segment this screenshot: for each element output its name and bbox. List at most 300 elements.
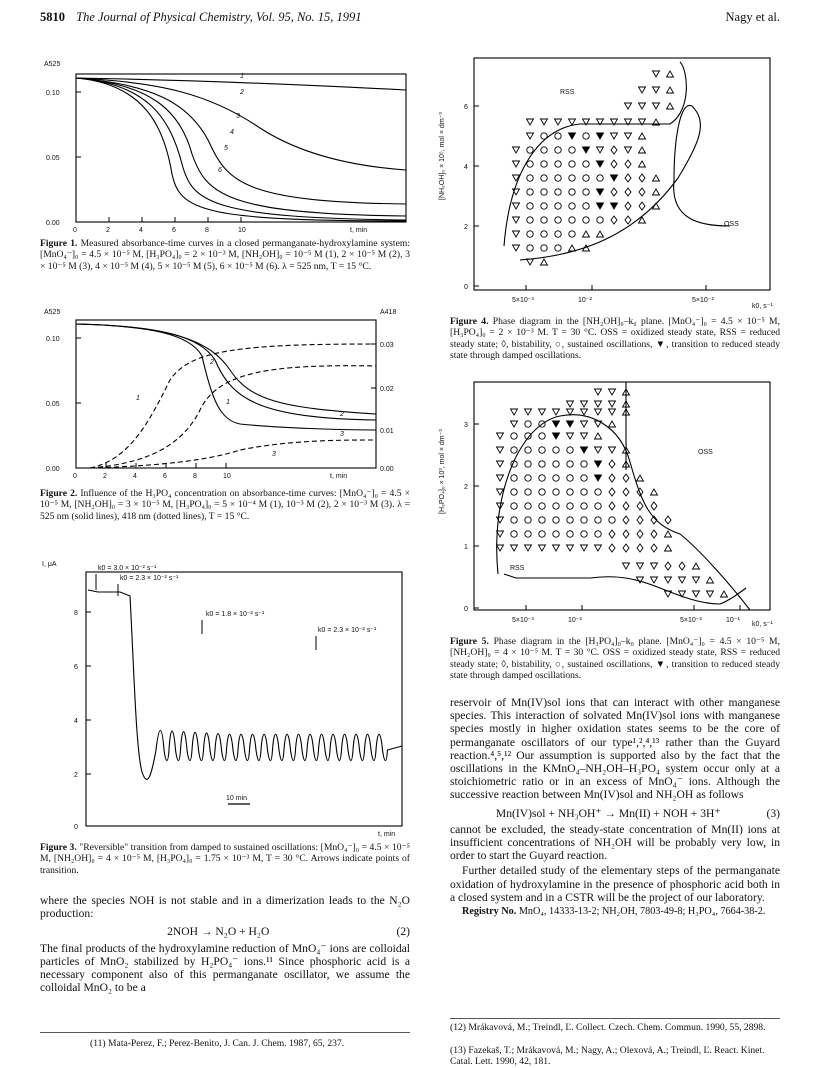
fig4-oscillation-symbol bbox=[583, 133, 589, 139]
fig5-oscillation-symbol bbox=[511, 531, 517, 537]
figure-3-plot bbox=[40, 550, 410, 838]
fig5-bistability-symbol bbox=[609, 502, 615, 510]
journal-title: The Journal of Physical Chemistry, Vol. 95, No. 15, 1991 bbox=[76, 10, 362, 24]
fig5-oscillation-symbol bbox=[539, 447, 545, 453]
fig5-oscillation-symbol bbox=[553, 461, 559, 467]
fig2-x-tick-label: 0 bbox=[73, 473, 77, 480]
fig5-bistability-symbol bbox=[637, 544, 643, 552]
fig5-rss-symbol bbox=[553, 409, 560, 415]
fig5-oss-symbol bbox=[595, 433, 602, 439]
figure-4-caption bbox=[450, 316, 780, 362]
fig5-damped-symbol bbox=[553, 421, 560, 427]
fig5-damped-symbol bbox=[595, 475, 602, 481]
fig1-curve bbox=[76, 78, 406, 220]
fig5-rss-symbol bbox=[567, 409, 574, 415]
fig4-oscillation-symbol bbox=[541, 175, 547, 181]
fig5-bistability-symbol bbox=[665, 562, 671, 570]
fig3-x-title: t, min bbox=[378, 831, 396, 838]
fig4-x-tick-label: 10⁻² bbox=[578, 297, 592, 304]
fig4-bistability-symbol bbox=[625, 202, 631, 210]
fig5-oscillation-symbol bbox=[511, 517, 517, 523]
fig5-rss-symbol bbox=[511, 545, 518, 551]
fig5-rss-symbol bbox=[511, 421, 518, 427]
fig5-oscillation-symbol bbox=[511, 447, 517, 453]
fig5-bistability-symbol bbox=[623, 502, 629, 510]
fig5-rss-symbol bbox=[595, 389, 602, 395]
fig3-scale-label: 10 min bbox=[226, 795, 248, 802]
fig5-rss-symbol bbox=[497, 545, 504, 551]
fig4-oss-symbol bbox=[667, 103, 674, 109]
fig4-rss-symbol bbox=[541, 119, 548, 125]
fig5-oscillation-symbol bbox=[581, 517, 587, 523]
fig4-rss-symbol bbox=[569, 119, 576, 125]
fig4-oss-symbol bbox=[639, 133, 646, 139]
fig4-bistability-symbol bbox=[639, 202, 645, 210]
fig1-x-tick-label: 0 bbox=[73, 227, 77, 234]
fig4-bistability-symbol bbox=[625, 174, 631, 182]
fig3-annotation: k0 = 2.3 × 10⁻² s⁻¹ bbox=[120, 575, 179, 582]
fig3-y-tick-label: 0 bbox=[74, 824, 78, 831]
fig2-y-title-right: A418 bbox=[380, 309, 397, 316]
fig5-oscillation-symbol bbox=[581, 489, 587, 495]
fig5-rss-symbol bbox=[539, 409, 546, 415]
fig5-oscillation-symbol bbox=[511, 503, 517, 509]
fig3-y-title: I, μA bbox=[42, 561, 57, 568]
fig5-oss-symbol bbox=[665, 531, 672, 537]
fig5-rss-symbol bbox=[525, 545, 532, 551]
fig4-oscillation-symbol bbox=[555, 245, 561, 251]
fig2-x-tick-label: 8 bbox=[193, 473, 197, 480]
fig4-oscillation-symbol bbox=[555, 217, 561, 223]
fig1-curve-label: 6 bbox=[218, 167, 222, 174]
fig3-annotation: k0 = 1.8 × 10⁻² s⁻¹ bbox=[206, 611, 265, 618]
fig1-curve bbox=[76, 78, 406, 204]
fig5-rss-symbol bbox=[581, 421, 588, 427]
right-para-1: reservoir of Mn(IV)sol ions that can interact with other manganese species. This interaction of solvated Mn(IV)sol ions with manganese species mostly in higher oxidation states seems to be the core of permanganate oscillators of our type¹,²,⁴,¹³ rather than the Guyard reaction.⁴,⁵,¹² Our assumption is supported also by the fact that the oscillations in the KMnO₄–NH₂OH–H₃PO₄ system occur only at a stoichiometric ratio or in an excess of MnO₄⁻ ions. Although the successive reaction between Mn(IV)sol and NH₂OH as follows bbox=[450, 696, 780, 802]
fig4-bistability-symbol bbox=[639, 188, 645, 196]
footnote-rule-right bbox=[450, 1018, 780, 1019]
fig5-rss-symbol bbox=[497, 447, 504, 453]
fig4-bistability-symbol bbox=[611, 160, 617, 168]
fig4-caption-label: Figure 4. bbox=[450, 316, 489, 327]
fig3-y-tick-label: 8 bbox=[74, 610, 78, 617]
fig5-region-oss: OSS bbox=[698, 449, 713, 456]
fig4-oscillation-symbol bbox=[555, 189, 561, 195]
fig1-curve-label: 3 bbox=[236, 113, 240, 120]
fig5-oscillation-symbol bbox=[553, 489, 559, 495]
fig4-bistability-symbol bbox=[625, 160, 631, 168]
figure-2 bbox=[40, 300, 410, 482]
fig4-oscillation-symbol bbox=[555, 175, 561, 181]
fig4-rss-symbol bbox=[625, 103, 632, 109]
fig5-oscillation-symbol bbox=[539, 475, 545, 481]
fig4-rss-symbol bbox=[653, 87, 660, 93]
fig5-oscillation-symbol bbox=[553, 447, 559, 453]
fig5-rss-symbol bbox=[637, 563, 644, 569]
fig5-oscillation-symbol bbox=[539, 531, 545, 537]
fig5-bistability-symbol bbox=[609, 460, 615, 468]
fig4-y-title: [NH₂OH]₀ × 10⁵, mol × dm⁻³ bbox=[439, 112, 446, 200]
fig4-oscillation-symbol bbox=[569, 161, 575, 167]
fig1-curve bbox=[76, 78, 406, 221]
fig1-y-title: A525 bbox=[44, 61, 61, 68]
fig5-rss-symbol bbox=[595, 409, 602, 415]
fig2-curve-label: 3 bbox=[272, 451, 276, 458]
fig5-x-title: k0, s⁻¹ bbox=[752, 621, 773, 628]
fig5-oscillation-symbol bbox=[567, 489, 573, 495]
fig5-oscillation-symbol bbox=[581, 461, 587, 467]
fig5-bistability-symbol bbox=[623, 516, 629, 524]
fig2-curve-label: 3 bbox=[340, 431, 344, 438]
fig5-x-tick-label: 5×10⁻³ bbox=[512, 617, 534, 624]
fig5-rss-symbol bbox=[595, 401, 602, 407]
fig4-oss-symbol bbox=[653, 189, 660, 195]
fig5-bistability-symbol bbox=[679, 562, 685, 570]
fig5-oscillation-symbol bbox=[525, 503, 531, 509]
fig4-region-rss: RSS bbox=[560, 89, 575, 96]
fig5-damped-symbol bbox=[581, 447, 588, 453]
fig3-annotation: k0 = 2.3 × 10⁻² s⁻¹ bbox=[318, 627, 377, 634]
fig2-y-tick-label-left: 0.10 bbox=[46, 336, 60, 343]
fig5-rss-symbol bbox=[609, 401, 616, 407]
fig4-oscillation-symbol bbox=[569, 231, 575, 237]
fig5-bistability-symbol bbox=[637, 530, 643, 538]
fig2-curve-dashed bbox=[90, 440, 376, 468]
fig5-rss-symbol bbox=[623, 563, 630, 569]
running-header bbox=[40, 10, 780, 30]
fig4-oss-symbol bbox=[639, 161, 646, 167]
fig4-oscillation-symbol bbox=[541, 161, 547, 167]
fig5-oscillation-symbol bbox=[595, 503, 601, 509]
fig5-caption-label: Figure 5. bbox=[450, 636, 489, 647]
fig1-curve-label: 2 bbox=[240, 89, 244, 96]
equation-3-number: (3) bbox=[766, 806, 780, 820]
fig5-bistability-symbol bbox=[623, 544, 629, 552]
fig4-oscillation-symbol bbox=[597, 217, 603, 223]
fig5-oss-symbol bbox=[665, 545, 672, 551]
figure-5 bbox=[430, 374, 800, 634]
fig4-y-tick-label: 2 bbox=[464, 224, 468, 231]
fig4-rss-symbol bbox=[653, 103, 660, 109]
fig5-x-tick-label: 10⁻² bbox=[568, 617, 582, 624]
fig5-oscillation-symbol bbox=[567, 531, 573, 537]
fig5-oscillation-symbol bbox=[553, 531, 559, 537]
fig5-y-title: [H₃PO₄]₀ × 10³, mol × dm⁻³ bbox=[439, 429, 446, 514]
fig5-y-tick-label: 3 bbox=[464, 422, 468, 429]
fig5-rss-symbol bbox=[707, 591, 714, 597]
fig3-caption-text: "Reversible" transition from damped to sustained oscillations: [MnO₄⁻]₀ = 4.5 × 10⁻⁵ M, [NH₂OH]₀ = 4 × 10⁻⁵ M, [H₃PO₄]₀ = 1.75 × 10⁻³ M, T = 30 °C. Arrows indicate points of transition. bbox=[40, 842, 410, 876]
fig5-oss-symbol bbox=[609, 421, 616, 427]
fig5-x-tick-label: 10⁻¹ bbox=[726, 617, 740, 624]
fig5-oscillation-symbol bbox=[539, 517, 545, 523]
fig4-bistability-symbol bbox=[639, 174, 645, 182]
figure-3-caption bbox=[40, 842, 410, 876]
fig2-x-title: t, min bbox=[330, 473, 348, 480]
fig3-scale-bar bbox=[226, 795, 250, 804]
fig2-x-tick-label: 4 bbox=[133, 473, 137, 480]
fig1-y-tick-label: 0.05 bbox=[46, 155, 60, 162]
fig4-oss-symbol bbox=[569, 245, 576, 251]
fig4-oss-symbol bbox=[653, 175, 660, 181]
fig5-y-tick-label: 1 bbox=[464, 544, 468, 551]
figure-4 bbox=[430, 50, 800, 310]
fig5-rss-symbol bbox=[609, 389, 616, 395]
fig5-rss-symbol bbox=[553, 545, 560, 551]
fig5-oscillation-symbol bbox=[595, 531, 601, 537]
fig5-damped-symbol bbox=[567, 421, 574, 427]
fig5-rss-symbol bbox=[539, 545, 546, 551]
fig5-rss-symbol bbox=[651, 577, 658, 583]
fig2-caption-label: Figure 2. bbox=[40, 488, 78, 499]
fig5-rss-symbol bbox=[567, 545, 574, 551]
figure-5-plot bbox=[430, 374, 800, 634]
figure-2-caption bbox=[40, 488, 410, 522]
fig5-oscillation-symbol bbox=[567, 447, 573, 453]
fig5-bistability-symbol bbox=[665, 516, 671, 524]
fig4-oscillation-symbol bbox=[569, 189, 575, 195]
fig5-oscillation-symbol bbox=[581, 503, 587, 509]
fig5-bistability-symbol bbox=[623, 530, 629, 538]
fig5-damped-symbol bbox=[595, 461, 602, 467]
equation-3-body: Mn(IV)sol + NH₃OH⁺ → Mn(II) + NOH + 3H⁺ bbox=[495, 806, 721, 820]
fig5-bistability-symbol bbox=[651, 530, 657, 538]
fig5-oscillation-symbol bbox=[595, 489, 601, 495]
fig4-oscillation-symbol bbox=[527, 161, 533, 167]
fig4-oscillation-symbol bbox=[555, 147, 561, 153]
fig5-oscillation-symbol bbox=[525, 475, 531, 481]
fig4-rss-symbol bbox=[625, 133, 632, 139]
fig4-rss-symbol bbox=[611, 133, 618, 139]
fig3-y-tick-label: 4 bbox=[74, 718, 78, 725]
registry-numbers bbox=[450, 906, 780, 918]
fig5-rss-symbol bbox=[693, 591, 700, 597]
fig5-rss-symbol bbox=[497, 433, 504, 439]
equation-3 bbox=[450, 804, 780, 823]
fig5-rss-symbol bbox=[609, 409, 616, 415]
fig4-x-title: k0, s⁻¹ bbox=[752, 303, 773, 310]
fig3-annotation: k0 = 3.0 × 10⁻² s⁻¹ bbox=[98, 565, 157, 572]
fig4-oscillation-symbol bbox=[541, 217, 547, 223]
fig4-bistability-symbol bbox=[611, 146, 617, 154]
fig2-curve-label: 1 bbox=[226, 399, 230, 406]
fig4-damped-symbol bbox=[597, 203, 604, 209]
fig5-rss-symbol bbox=[693, 577, 700, 583]
footnote-13: (13) Fazekaš, T.; Mrákavová, M.; Nagy, A.; Olexová, A.; Treindl, Ľ. React. Kinet. Catal. Lett. 1990, 42, 181. bbox=[450, 1045, 765, 1068]
fig4-rss-symbol bbox=[597, 147, 604, 153]
fig4-oscillation-symbol bbox=[583, 161, 589, 167]
fig4-oscillation-symbol bbox=[555, 231, 561, 237]
fig2-y-tick-label-right: 0.02 bbox=[380, 386, 394, 393]
fig4-y-tick-label: 6 bbox=[464, 104, 468, 111]
fig2-curve-label: 2 bbox=[340, 411, 344, 418]
fig5-oscillation-symbol bbox=[525, 489, 531, 495]
running-authors: Nagy et al. bbox=[725, 10, 780, 24]
fig4-oss-symbol bbox=[639, 147, 646, 153]
fig4-damped-symbol bbox=[569, 133, 576, 139]
fig2-y-title-left: A525 bbox=[44, 309, 61, 316]
equation-2-number: (2) bbox=[396, 925, 410, 939]
fig1-y-tick-label: 0.10 bbox=[46, 90, 60, 97]
fig2-x-tick-label: 6 bbox=[163, 473, 167, 480]
fig5-rss-symbol bbox=[679, 577, 686, 583]
fig1-caption-text: Measured absorbance-time curves in a closed permanganate-hydroxylamine system: [MnO₄⁻]₀ = 4.5 × 10⁻⁵ M, [H₃PO₄]₀ = 2 × 10⁻³ M, [NH₂OH]₀ = 10⁻⁵ M (1), 2 × 10⁻⁵ M (2), 3 × 10⁻⁵ M (3), 4 × 10⁻⁵ M (4), 5 × 10⁻⁵ M (5), 6 × 10⁻⁵ M (6). λ = 525 nm, T = 15 °C. bbox=[40, 238, 410, 272]
fig5-rss-symbol bbox=[581, 409, 588, 415]
fig2-curve-label: 2 bbox=[210, 359, 214, 366]
fig5-bistability-symbol bbox=[609, 530, 615, 538]
fig4-oscillation-symbol bbox=[541, 189, 547, 195]
fig5-oscillation-symbol bbox=[539, 433, 545, 439]
figure-1 bbox=[40, 54, 410, 234]
fig2-y-tick-label-right: 0.03 bbox=[380, 342, 394, 349]
fig4-rss-symbol bbox=[653, 71, 660, 77]
figure-2-plot bbox=[40, 300, 410, 482]
fig4-oscillation-symbol bbox=[527, 189, 533, 195]
footnote-12: (12) Mrákavová, M.; Treindl, Ľ. Collect. Czech. Chem. Commun. 1990, 55, 2898. bbox=[450, 1022, 766, 1033]
figure-4-plot bbox=[430, 50, 800, 310]
fig5-oscillation-symbol bbox=[539, 461, 545, 467]
fig4-rss-symbol bbox=[639, 103, 646, 109]
fig5-oscillation-symbol bbox=[525, 461, 531, 467]
page-number: 5810 bbox=[40, 10, 65, 24]
fig3-y-tick-label: 6 bbox=[74, 664, 78, 671]
fig4-rss-symbol bbox=[527, 119, 534, 125]
fig5-x-tick-label: 5×10⁻² bbox=[680, 617, 702, 624]
right-column-text bbox=[450, 696, 780, 920]
fig2-y-tick-label-right: 0.00 bbox=[380, 466, 394, 473]
fig2-curve-label: 1 bbox=[136, 395, 140, 402]
fig2-y-tick-label-left: 0.05 bbox=[46, 401, 60, 408]
fig5-oscillation-symbol bbox=[511, 489, 517, 495]
fig4-caption-text: Phase diagram in the [NH₂OH]₀–k₀ plane. [MnO₄⁻]₀ = 4.5 × 10⁻⁵ M, [H₃PO₄]₀ = 2 × 10⁻³ M. T = 30 °C. OSS = oxidized steady state, RSS = reduced steady state; ◊, bistability, ○, sustained oscillations, ▼, transition to reduced steady state through damped oscillations. bbox=[450, 316, 780, 362]
fig5-oscillation-symbol bbox=[525, 447, 531, 453]
fig4-damped-symbol bbox=[597, 189, 604, 195]
fig1-x-tick-label: 2 bbox=[106, 227, 110, 234]
fig4-oscillation-symbol bbox=[527, 245, 533, 251]
left-para-1: where the species NOH is not stable and in a dimerization leads to the N₂O production: bbox=[40, 894, 410, 921]
fig4-damped-symbol bbox=[611, 203, 618, 209]
fig4-oscillation-symbol bbox=[541, 203, 547, 209]
fig4-damped-symbol bbox=[583, 147, 590, 153]
fig4-bistability-symbol bbox=[625, 188, 631, 196]
fig5-bistability-symbol bbox=[637, 516, 643, 524]
figure-1-caption bbox=[40, 238, 410, 272]
fig4-rss-symbol bbox=[527, 133, 534, 139]
fig5-bistability-symbol bbox=[651, 502, 657, 510]
fig2-curve-dashed bbox=[90, 366, 376, 468]
registry-label: Registry No. bbox=[462, 906, 517, 918]
fig4-oscillation-symbol bbox=[555, 203, 561, 209]
fig5-rss-symbol bbox=[595, 545, 602, 551]
equation-2-body: 2NOH → N₂O + H₂O bbox=[167, 925, 270, 939]
fig4-oscillation-symbol bbox=[569, 175, 575, 181]
fig4-damped-symbol bbox=[611, 175, 618, 181]
fig5-y-tick-label: 2 bbox=[464, 484, 468, 491]
fig5-oss-symbol bbox=[651, 489, 658, 495]
registry-text: MnO₄, 14333-13-2; NH₂OH, 7803-49-8; H₃PO₄, 7664-38-2. bbox=[518, 906, 766, 918]
fig5-bistability-symbol bbox=[609, 474, 615, 482]
fig5-rss-symbol bbox=[567, 433, 574, 439]
fig4-oscillation-symbol bbox=[583, 217, 589, 223]
fig4-oss-symbol bbox=[597, 231, 604, 237]
fig4-y-tick-label: 0 bbox=[464, 284, 468, 291]
fig5-bistability-symbol bbox=[623, 474, 629, 482]
figure-1-plot bbox=[40, 54, 410, 234]
fig2-y-tick-label-right: 0.01 bbox=[380, 428, 394, 435]
fig4-oscillation-symbol bbox=[527, 217, 533, 223]
fig1-curve-label: 4 bbox=[230, 129, 234, 136]
fig4-oscillation-symbol bbox=[541, 147, 547, 153]
fig4-rss-symbol bbox=[639, 87, 646, 93]
fig4-rss-symbol bbox=[513, 203, 520, 209]
fig5-oscillation-symbol bbox=[539, 489, 545, 495]
equation-2 bbox=[40, 922, 410, 941]
fig2-curve-solid bbox=[76, 324, 376, 430]
fig5-oss-symbol bbox=[637, 475, 644, 481]
fig1-x-tick-label: 6 bbox=[172, 227, 176, 234]
fig4-oscillation-symbol bbox=[527, 203, 533, 209]
fig4-rss-symbol bbox=[625, 147, 632, 153]
fig5-rss-symbol bbox=[497, 461, 504, 467]
fig5-oscillation-symbol bbox=[553, 475, 559, 481]
figure-5-caption bbox=[450, 636, 780, 682]
fig5-caption-text: Phase diagram in the [H₃PO₄]₀–k₀ plane. [MnO₄⁻]₀ = 4.5 × 10⁻⁵ M, [NH₂OH]₀ = 4 × 10⁻⁵ M. T = 30 °C. OSS = oxidized steady state, RSS = reduced steady state; ◊, bistability, ○, sustained oscillations, ▼, transition to reduced steady state through damped oscillations. bbox=[450, 636, 780, 682]
fig4-oscillation-symbol bbox=[555, 133, 561, 139]
fig5-oscillation-symbol bbox=[581, 531, 587, 537]
fig4-y-tick-label: 4 bbox=[464, 164, 468, 171]
fig5-bistability-symbol bbox=[651, 544, 657, 552]
fig4-bistability-symbol bbox=[625, 216, 631, 224]
fig5-oscillation-symbol bbox=[581, 475, 587, 481]
fig5-rss-symbol bbox=[497, 475, 504, 481]
fig5-rss-symbol bbox=[651, 563, 658, 569]
fig4-bistability-symbol bbox=[611, 188, 617, 196]
fig3-caption-label: Figure 3. bbox=[40, 842, 77, 853]
fig5-bistability-symbol bbox=[609, 488, 615, 496]
fig2-curve-dashed bbox=[90, 344, 376, 468]
fig4-oscillation-symbol bbox=[597, 175, 603, 181]
fig2-y-tick-label-left: 0.00 bbox=[46, 466, 60, 473]
fig1-curve-label: 5 bbox=[224, 145, 228, 152]
footnote-11: (11) Mata-Perez, F.; Perez-Benito, J. Can. J. Chem. 1987, 65, 237. bbox=[90, 1038, 345, 1049]
left-para-2: The final products of the hydroxylamine reduction of MnO₄⁻ ions are colloidal particles of MnO₂ stabilized by H₂PO₄⁻ ions.¹¹ Since phosphoric acid is a necessary component also of this permanganate oscillator, we assume the colloidal MnO₂ to be a bbox=[40, 941, 410, 995]
fig5-oss-symbol bbox=[721, 591, 728, 597]
fig4-oscillation-symbol bbox=[541, 245, 547, 251]
fig5-bistability-symbol bbox=[609, 544, 615, 552]
fig1-curve-label: 1 bbox=[240, 73, 244, 80]
fig5-bistability-symbol bbox=[623, 488, 629, 496]
fig4-x-tick-label: 5×10⁻³ bbox=[512, 297, 534, 304]
fig4-region-oss: OSS bbox=[724, 221, 739, 228]
fig5-oscillation-symbol bbox=[525, 531, 531, 537]
fig5-oscillation-symbol bbox=[567, 461, 573, 467]
fig4-x-tick-label: 5×10⁻² bbox=[692, 297, 714, 304]
fig5-rss-symbol bbox=[665, 577, 672, 583]
fig4-rss-symbol bbox=[555, 119, 562, 125]
fig4-oscillation-symbol bbox=[555, 161, 561, 167]
fig5-oscillation-symbol bbox=[567, 475, 573, 481]
fig5-oscillation-symbol bbox=[553, 517, 559, 523]
right-para-3: Further detailed study of the elementary steps of the permanganate oxidation of hydroxylamine in the presence of phosphoric acid both in a closed system and in a CSTR will be the project of our laboratory. bbox=[450, 864, 780, 904]
fig4-oscillation-symbol bbox=[569, 147, 575, 153]
fig1-curve bbox=[76, 78, 406, 216]
fig4-oscillation-symbol bbox=[583, 175, 589, 181]
right-para-2: cannot be excluded, the steady-state concentration of Mn(II) ions at insufficient concentrations of NH₂OH will be probably very low, in order to start the Guyard reaction. bbox=[450, 822, 780, 863]
figure-3 bbox=[40, 550, 410, 838]
fig4-oss-symbol bbox=[583, 231, 590, 237]
fig4-oscillation-symbol bbox=[527, 231, 533, 237]
fig5-rss-symbol bbox=[581, 401, 588, 407]
fig2-x-tick-label: 2 bbox=[103, 473, 107, 480]
